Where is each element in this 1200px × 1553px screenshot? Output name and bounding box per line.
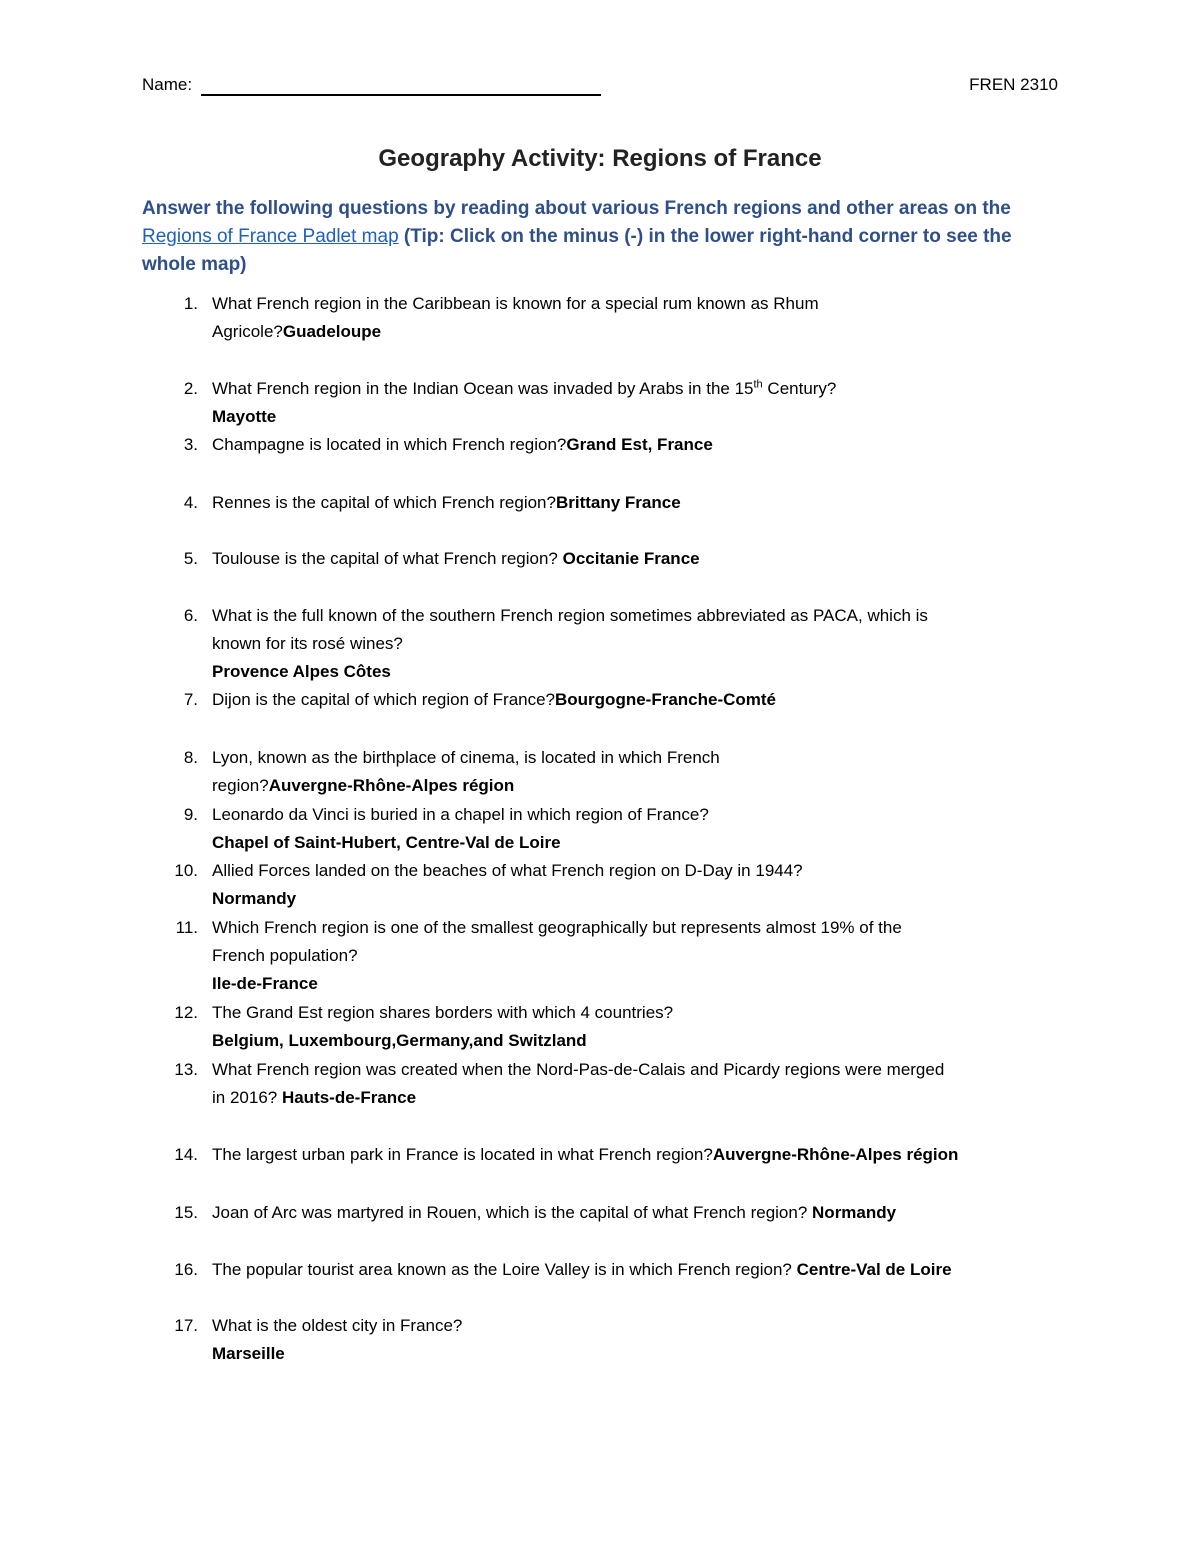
ordinal-suffix: th [753,378,763,391]
question-text: What is the oldest city in France? [212,1316,463,1335]
instructions-text-start: Answer the following questions by reading about various French regions and other areas on the [142,198,1011,219]
answer: Occitanie France [562,549,700,568]
instructions [142,195,1060,279]
question-text: Leonardo da Vinci is buried in a chapel in which region of France? [212,805,709,824]
question-number: 3. [183,435,198,454]
answer: Grand Est, France [566,435,713,454]
question-text-cont: French population? [212,946,358,965]
answer: Hauts-de-France [281,1088,417,1107]
name-label: Name: [142,75,193,94]
question-number: 11. [175,918,198,937]
answer: Auvergne-Rhône-Alpes région [712,1145,959,1164]
question-text: The Grand Est region shares borders with which 4 countries? [212,1003,674,1022]
answer: Provence Alpes Côtes [212,662,391,681]
question-text: Which French region is one of the smallest geographically but represents almost 19% of the [212,918,902,937]
question-text: What French region in the Caribbean is known for a special rum known as Rhum [212,294,819,313]
question-text-cont: known for its rosé wines? [212,634,403,653]
name-blank-line [201,94,601,96]
question-text: What French region was created when the Nord-Pas-de-Calais and Picardy regions were merged [212,1060,945,1079]
question-number: 8. [183,748,198,767]
question-text: Dijon is the capital of which region of France?Bourgogne-Franche-Comté [212,690,777,709]
answer: Marseille [212,1344,285,1363]
question-text: Lyon, known as the birthplace of cinema, is located in which French [212,748,720,767]
question-number: 12. [174,1003,198,1022]
answer: Ile-de-France [212,974,318,993]
answer: Centre-Val de Loire [796,1260,952,1279]
course-code: FREN 2310 [969,75,1058,94]
question-text: What is the full known of the southern French region sometimes abbreviated as PACA, which is [212,606,928,625]
question-number: 9. [183,805,198,824]
question-number: 16. [174,1260,198,1279]
padlet-map-link[interactable]: Regions of France Padlet map [142,226,399,247]
answer: Belgium, Luxembourg,Germany,and Switzland [212,1031,587,1050]
question-number: 5. [183,549,198,568]
answer: Guadeloupe [282,322,382,341]
question-text: The largest urban park in France is located in what French region?Auvergne-Rhône-Alpes région [212,1145,959,1164]
question-text: What French region in the Indian Ocean was invaded by Arabs in the 15th Century? [212,378,837,398]
instructions-text-end: (Tip: Click on the minus (-) in the lower right-hand corner to see the whole map) [142,226,1012,275]
question-number: 7. [183,690,198,709]
question-number: 2. [183,379,198,398]
page-title: Geography Activity: Regions of France [378,145,822,172]
answer: Mayotte [212,407,277,426]
question-number: 4. [183,493,198,512]
question-number: 1. [183,294,198,313]
question-text: Allied Forces landed on the beaches of what French region on D-Day in 1944? [212,861,803,880]
question-text: The popular tourist area known as the Loire Valley is in which French region? Centre-Val de Loire [212,1260,952,1279]
question-number: 13. [174,1060,198,1079]
question-number: 10. [174,861,198,880]
answer: Bourgogne-Franche-Comté [555,690,777,709]
answer: Chapel of Saint-Hubert, Centre-Val de Loire [212,833,561,852]
question-text: Rennes is the capital of which French region?Brittany France [212,493,681,512]
question-number: 15. [174,1203,198,1222]
question-text: Toulouse is the capital of what French region? Occitanie France [212,549,700,568]
page-header [142,73,1060,101]
question-text: Joan of Arc was martyred in Rouen, which is the capital of what French region? Normandy [212,1203,897,1222]
question-number: 14. [174,1145,198,1164]
answer: Auvergne-Rhône-Alpes région [268,776,515,795]
answer: Brittany France [555,493,681,512]
question-text-cont: in 2016? Hauts-de-France [212,1088,417,1107]
question-text-cont: Agricole?Guadeloupe [212,322,382,341]
question-number: 6. [183,606,198,625]
answer: Normandy [212,889,297,908]
question-text-cont: region?Auvergne-Rhône-Alpes région [212,776,515,795]
question-text: Champagne is located in which French region?Grand Est, France [212,435,713,454]
answer: Normandy [812,1203,897,1222]
question-number: 17. [174,1316,198,1335]
